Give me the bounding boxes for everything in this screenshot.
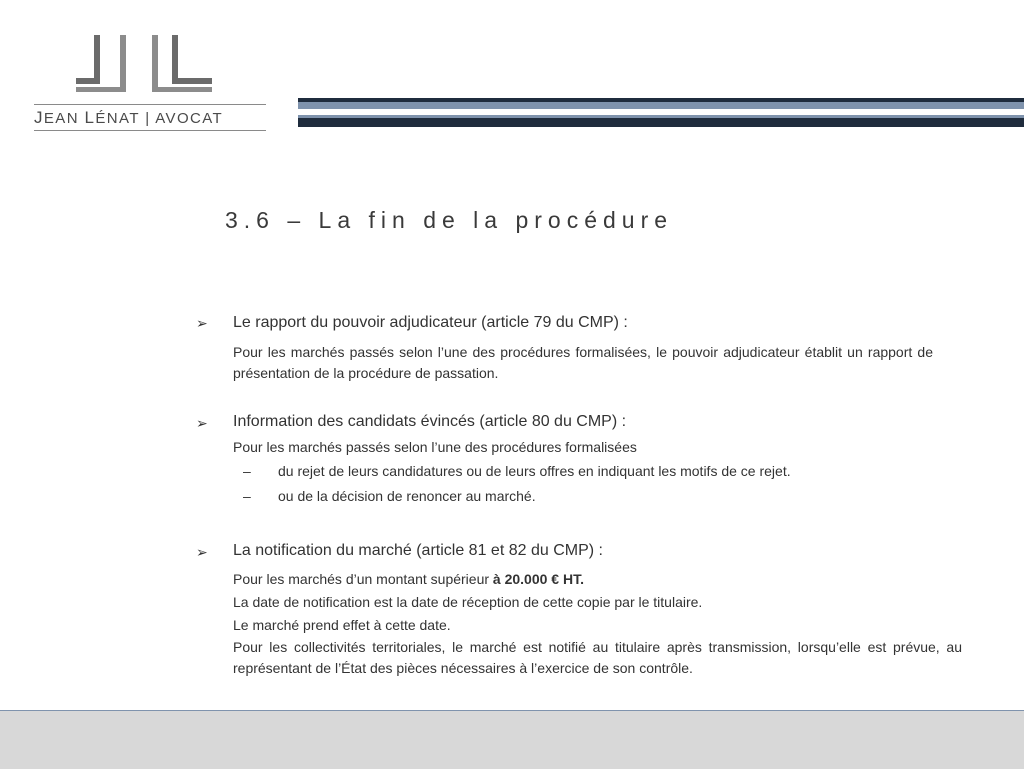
logo-monogram-icon <box>0 0 300 100</box>
header-bars <box>298 98 1024 134</box>
logo-bottom-rule <box>34 130 266 131</box>
logo-last-initial: L <box>84 108 96 127</box>
section-heading: Le rapport du pouvoir adjudicateur (article 79 du CMP) : <box>233 314 628 331</box>
header-bar-4 <box>298 118 1024 127</box>
list-item: ou de la décision de renoncer au marché. <box>278 488 536 504</box>
firm-logo <box>0 0 300 140</box>
dash-bullet-icon: – <box>243 488 251 504</box>
logo-profession: AVOCAT <box>155 110 224 127</box>
logo-separator: | <box>145 110 151 127</box>
logo-last-rest: ÉNAT <box>95 110 140 127</box>
section-line <box>233 571 584 587</box>
section-paragraph: Pour les marchés passés selon l’une des procédures formalisées, le pouvoir adjudicateur établit un rapport de présentation de la procédure de passation. <box>233 344 933 381</box>
section-line: La date de notification est la date de réception de cette copie par le titulaire. <box>233 594 703 610</box>
section-heading: La notification du marché (article 81 et 82 du CMP) : <box>233 542 603 559</box>
arrow-bullet-icon: ➢ <box>196 415 208 431</box>
arrow-bullet-icon: ➢ <box>196 315 208 331</box>
logo-first-rest: EAN <box>43 110 79 127</box>
logo-top-rule <box>34 104 266 105</box>
amount-label: Pour les marchés d’un montant supérieur <box>233 571 493 587</box>
slide-title: 3.6 – La fin de la procédure <box>225 207 674 233</box>
section-line: Le marché prend effet à cette date. <box>233 617 451 633</box>
amount-threshold: à 20.000 € HT. <box>492 571 584 587</box>
logo-first-initial: J <box>34 108 44 127</box>
logo-wordmark <box>34 108 266 128</box>
header-bar-2 <box>298 102 1024 109</box>
section-paragraph: Pour les collectivités territoriales, le marché est notifié au titulaire après transmission, lorsqu’elle est prévue, au représentant de l’État des pièces nécessaires à l’exercice de son contrôle. <box>233 639 962 676</box>
arrow-bullet-icon: ➢ <box>196 544 208 560</box>
footer-band <box>0 710 1024 769</box>
dash-bullet-icon: – <box>243 463 251 479</box>
list-item: du rejet de leurs candidatures ou de leurs offres en indiquant les motifs de ce rejet. <box>278 463 791 479</box>
section-heading: Information des candidats évincés (article 80 du CMP) : <box>233 413 627 430</box>
section-intro: Pour les marchés passés selon l’une des procédures formalisées <box>233 439 637 455</box>
